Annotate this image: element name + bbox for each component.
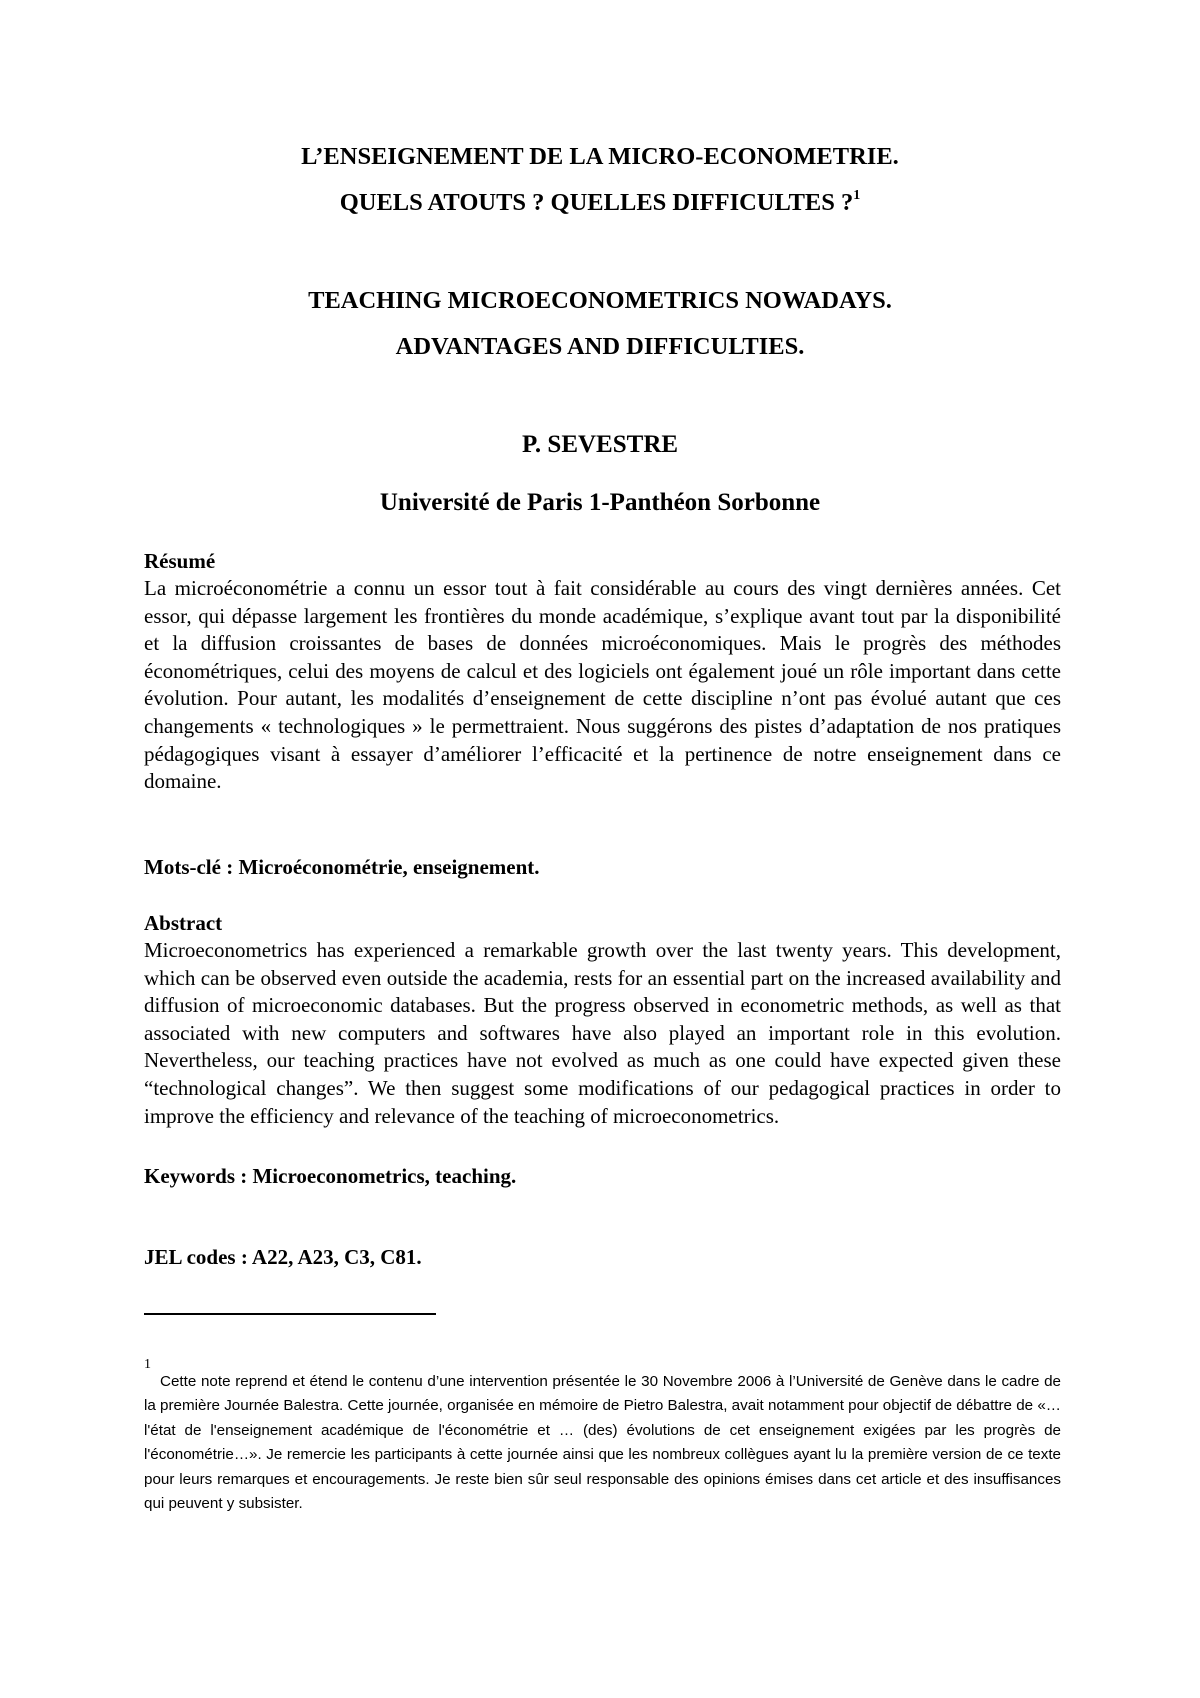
resume-section [144,548,1061,796]
english-title-line-2: ADVANTAGES AND DIFFICULTIES. [395,333,805,360]
jel-codes: JEL codes : A22, A23, C3, C81. [144,1245,422,1269]
resume-heading: Résumé [144,549,216,573]
footnote-body: Cette note reprend et étend le contenu d’une intervention présentée le 30 Novembre 2006 à l’Université de Genève dans le cadre de la première Journée Balestra. Cette journée, organisée en mémoire de Pietro Balestra, avait notamment pour objectif de débattre de «…l'état de l'enseignement académique de l'économétrie et … (des) évolutions de cet enseignement exigées par les progrès de l'économétrie…». Je remercie les participants à cette journée ainsi que les nombreux collègues ayant lu la première version de ce texte pour leurs remarques et encouragements. Je reste bien sûr seul responsable des opinions émises dans cet article et des insuffisances qui peuvent y subsister. [144,1373,1061,1513]
author-affiliation: Université de Paris 1-Panthéon Sorbonne [379,489,821,516]
keywords: Keywords : Microeconometrics, teaching. [144,1164,517,1188]
abstract-text: Microeconometrics has experienced a remarkable growth over the last twenty years. This development, which can be observed even outside the academia, rests for an essential part on the increased availability and diffusion of microeconomic databases. But the progress observed in econometric methods, as well as that associated with new computers and softwares have also played an important role in this evolution. Nevertheless, our teaching practices have not evolved as much as one could have expected given these “technological changes”. We then suggest some modifications of our pedagogical practices in order to improve the efficiency and relevance of the teaching of microeconometrics. [144,938,1061,1128]
footnote-separator [144,1313,436,1315]
author-name: P. SEVESTRE [521,431,679,458]
french-title-line-1: L’ENSEIGNEMENT DE LA MICRO-ECONOMETRIE. [301,143,899,170]
abstract-heading: Abstract [144,911,223,935]
french-title-line-2-text: QUELS ATOUTS ? QUELLES DIFFICULTES ? [339,189,854,216]
footnote-text [144,1370,1061,1516]
footnote-reference: 1 [853,188,861,203]
abstract-section [144,910,1061,1130]
french-title-line-2 [0,188,1200,218]
english-title-line-1: TEACHING MICROECONOMETRICS NOWADAYS. [308,287,892,314]
mots-cle: Mots-clé : Microéconométrie, enseignement. [144,855,540,879]
footnote-mark: 1 [144,1357,151,1372]
resume-text: La microéconométrie a connu un essor tout à fait considérable au cours des vingt dernières années. Cet essor, qui dépasse largement les frontières du monde académique, s’explique avant tout par la disponibilité et la diffusion croissantes de bases de données microéconomiques. Mais le progrès des méthodes économétriques, celui des moyens de calcul et des logiciels ont également joué un rôle important dans cette évolution. Pour autant, les modalités d’enseignement de cette discipline n’ont pas évolué autant que ces changements « technologiques » le permettraient. Nous suggérons des pistes d’adaptation de nos pratiques pédagogiques visant à essayer d’améliorer l’efficacité et la pertinence de notre enseignement dans ce domaine. [144,576,1061,794]
